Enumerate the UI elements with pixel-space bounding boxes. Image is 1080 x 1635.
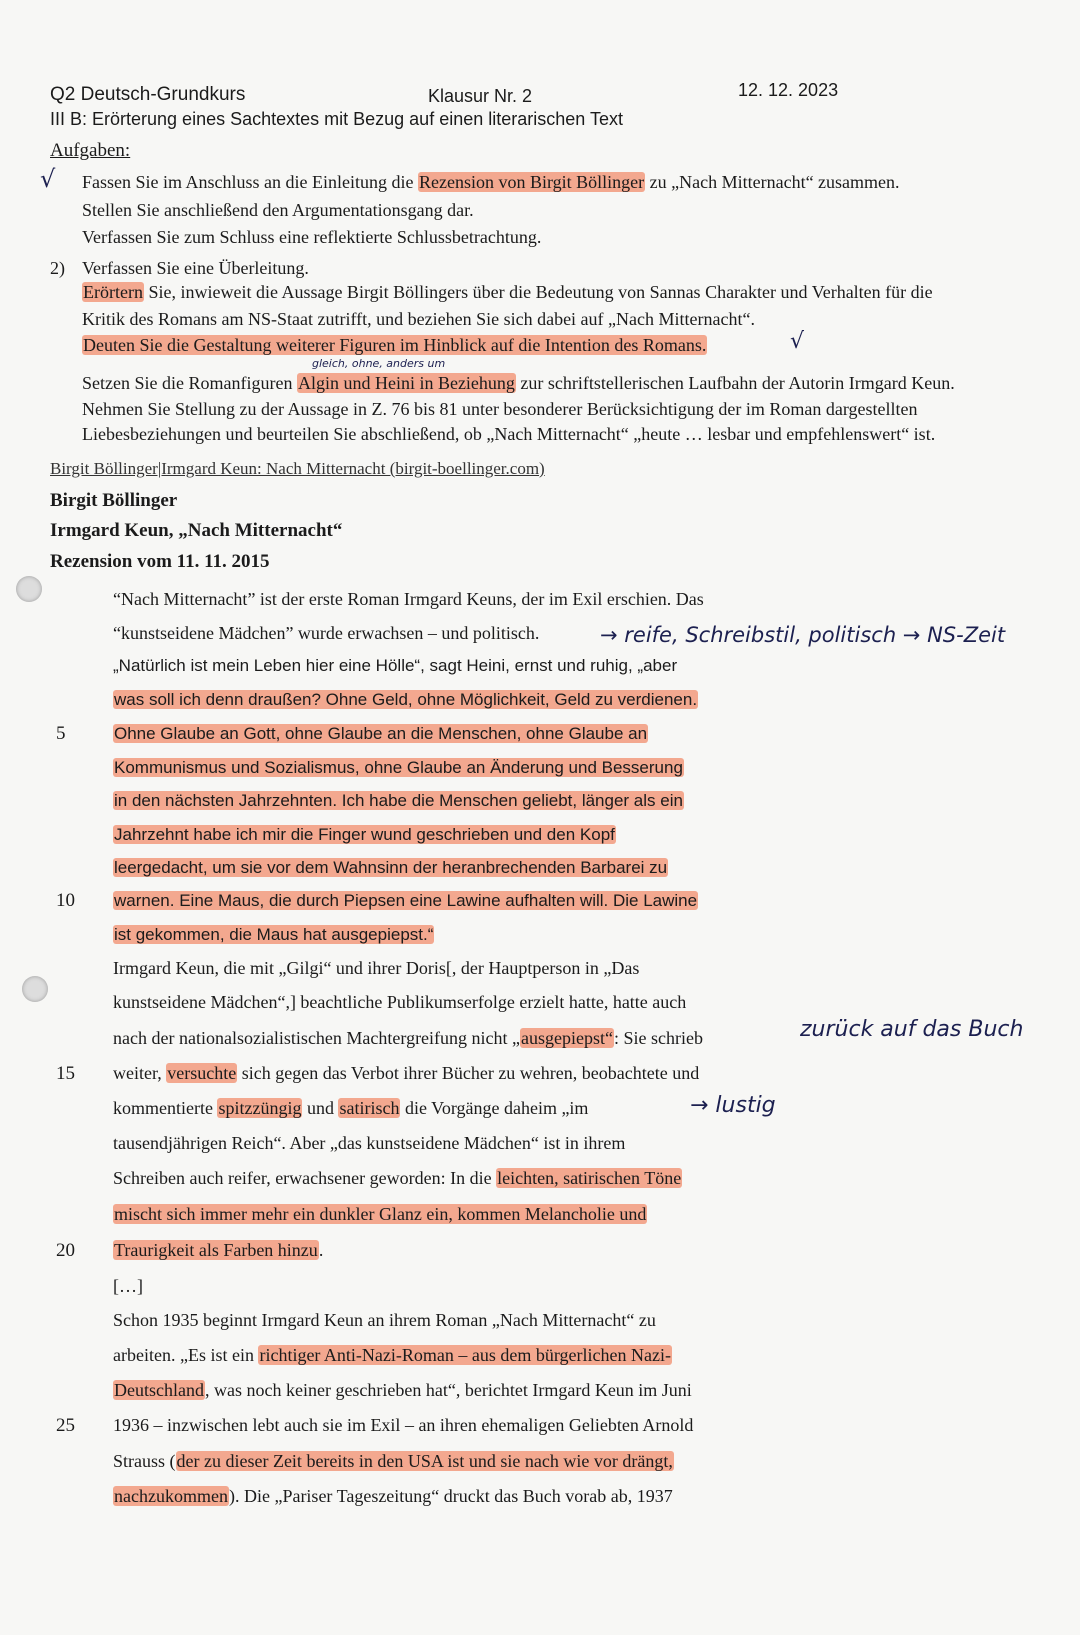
text-line: warnen. Eine Maus, die durch Piepsen eine Lawine aufhalten will. Die Lawine bbox=[114, 891, 698, 910]
task-2-line-3: Kritik des Romans am NS-Staat zutrifft, und beziehen Sie sich dabei auf „Nach Mitternacht“. bbox=[82, 309, 755, 329]
punch-hole bbox=[16, 576, 42, 602]
text-line: was soll ich denn draußen? Ohne Geld, ohne Möglichkeit, Geld zu verdienen. bbox=[114, 690, 698, 709]
handwritten-note: → lustig bbox=[690, 1093, 776, 1118]
task-2-line-4: Deuten Sie die Gestaltung weiterer Figuren im Hinblick auf die Intention des Romans. bbox=[83, 335, 707, 355]
text-line: weiter, versuchte sich gegen das Verbot ihrer Bücher zu wehren, beobachtete und bbox=[113, 1063, 700, 1083]
text-line: Strauss (der zu dieser Zeit bereits in den USA ist und sie nach wie vor drängt, bbox=[113, 1451, 673, 1471]
source-date: Rezension vom 11. 11. 2015 bbox=[50, 551, 270, 572]
text-line: Traurigkeit als Farben hinzu. bbox=[114, 1240, 324, 1260]
text-line: kunstseidene Mädchen“,] beachtliche Publikumserfolge erzielt hatte, hatte auch bbox=[113, 992, 687, 1012]
task-1-line-1: Fassen Sie im Anschluss an die Einleitung die Rezension von Birgit Böllinger zu „Nach Mitternacht“ zusammen. bbox=[82, 172, 900, 192]
task-1-line-3: Verfassen Sie zum Schluss eine reflektierte Schlussbetrachtung. bbox=[82, 227, 542, 247]
text-line: nachzukommen). Die „Pariser Tageszeitung“ druckt das Buch vorab ab, 1937 bbox=[114, 1486, 673, 1506]
source-title: Irmgard Keun, „Nach Mitternacht“ bbox=[50, 520, 343, 541]
source-link[interactable]: Birgit Böllinger|Irmgard Keun: Nach Mitternacht (birgit-boellinger.com) bbox=[50, 459, 545, 478]
text-line: „Natürlich ist mein Leben hier eine Hölle“, sagt Heini, ernst und ruhig, „aber bbox=[113, 656, 678, 675]
task-2-line-7: Liebesbeziehungen und beurteilen Sie abschließend, ob „Nach Mitternacht“ „heute … lesbar und empfehlenswert“ ist. bbox=[82, 424, 936, 444]
line-number: 25 bbox=[56, 1415, 75, 1436]
handwritten-note: → reife, Schreibstil, politisch → NS-Zeit bbox=[600, 623, 1006, 647]
text-line: 1936 – inzwischen lebt auch sie im Exil – an ihren ehemaligen Geliebten Arnold bbox=[113, 1415, 694, 1435]
subtitle: III B: Erörterung eines Sachtextes mit Bezug auf einen literarischen Text bbox=[50, 109, 623, 129]
task-1-line-2: Stellen Sie anschließend den Argumentationsgang dar. bbox=[82, 200, 474, 220]
text-line: ist gekommen, die Maus hat ausgepiepst.“ bbox=[114, 925, 434, 944]
tasks-heading: Aufgaben: bbox=[50, 140, 131, 161]
task-2-line-5: Setzen Sie die Romanfiguren Algin und Heini in Beziehung zur schriftstellerischen Laufbahn der Autorin Irmgard Keun. bbox=[82, 373, 955, 393]
text-line: arbeiten. „Es ist ein richtiger Anti-Nazi-Roman – aus dem bürgerlichen Nazi- bbox=[113, 1345, 671, 1365]
text-line: Schreiben auch reifer, erwachsener geworden: In die leichten, satirischen Töne bbox=[113, 1168, 682, 1188]
task-2-line-6: Nehmen Sie Stellung zu der Aussage in Z. 76 bis 81 unter besonderer Berücksichtigung der im Roman dargestellten bbox=[82, 399, 918, 419]
line-number: 5 bbox=[56, 723, 66, 744]
text-line: leergedacht, um sie vor dem Wahnsinn der heranbrechenden Barbarei zu bbox=[114, 858, 668, 877]
punch-hole bbox=[22, 976, 48, 1002]
date-label: 12. 12. 2023 bbox=[738, 80, 839, 100]
text-line: nach der nationalsozialistischen Machtergreifung nicht „ausgepiepst“: Sie schrieb bbox=[113, 1028, 703, 1048]
line-number: 20 bbox=[56, 1240, 75, 1261]
text-line: mischt sich immer mehr ein dunkler Glanz ein, kommen Melancholie und bbox=[114, 1204, 647, 1224]
text-line: Deutschland, was noch keiner geschrieben hat“, berichtet Irmgard Keun im Juni bbox=[114, 1380, 692, 1400]
course-label: Q2 Deutsch-Grundkurs bbox=[50, 84, 246, 105]
line-number: 15 bbox=[56, 1063, 75, 1084]
handwritten-note: gleich, ohne, anders um bbox=[312, 357, 446, 370]
text-line: Schon 1935 beginnt Irmgard Keun an ihrem Roman „Nach Mitternacht“ zu bbox=[113, 1310, 656, 1330]
text-line: kommentierte spitzzüngig und satirisch die Vorgänge daheim „im bbox=[113, 1098, 589, 1118]
check-mark-icon: √ bbox=[40, 165, 56, 193]
text-line: tausendjährigen Reich“. Aber „das kunstseidene Mädchen“ ist in ihrem bbox=[113, 1133, 626, 1153]
text-line: Ohne Glaube an Gott, ohne Glaube an die Menschen, ohne Glaube an bbox=[114, 724, 648, 743]
text-line: in den nächsten Jahrzehnten. Ich habe die Menschen geliebt, länger als ein bbox=[114, 791, 683, 810]
task-2-number: 2) bbox=[50, 258, 65, 278]
text-line: Jahrzehnt habe ich mir die Finger wund geschrieben und den Kopf bbox=[114, 825, 615, 844]
source-author: Birgit Böllinger bbox=[50, 490, 178, 511]
check-mark-icon: √ bbox=[790, 329, 805, 354]
text-line: […] bbox=[113, 1276, 143, 1296]
text-line: “kunstseidene Mädchen” wurde erwachsen – und politisch. bbox=[113, 623, 540, 643]
exam-label: Klausur Nr. 2 bbox=[428, 86, 533, 106]
task-2-line-1: Verfassen Sie eine Überleitung. bbox=[82, 258, 309, 278]
line-number: 10 bbox=[56, 890, 75, 911]
task-2-line-2: Erörtern Sie, inwieweit die Aussage Birgit Böllingers über die Bedeutung von Sannas Charakter und Verhalten für die bbox=[83, 282, 933, 302]
text-line: “Nach Mitternacht” ist der erste Roman Irmgard Keuns, der im Exil erschien. Das bbox=[113, 589, 704, 609]
text-line: Irmgard Keun, die mit „Gilgi“ und ihrer Doris[, der Hauptperson in „Das bbox=[113, 958, 640, 978]
text-line: Kommunismus und Sozialismus, ohne Glaube an Änderung und Besserung bbox=[114, 758, 683, 777]
handwritten-note: zurück auf das Buch bbox=[800, 1017, 1024, 1042]
